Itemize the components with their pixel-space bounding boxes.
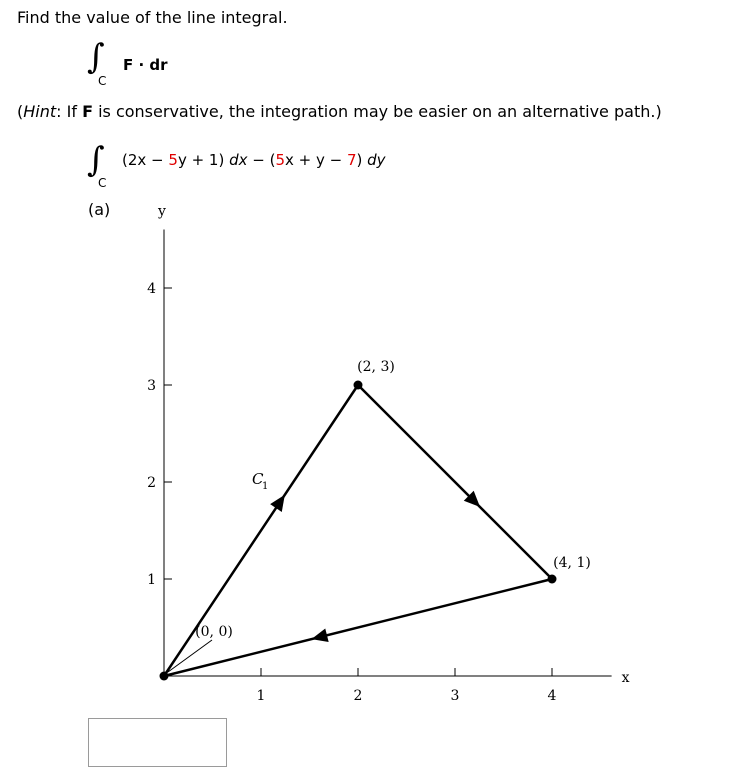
integral-expression: (2x − 5y + 1) dx − (5x + y − 7) dy — [122, 151, 386, 169]
y-tick-label: 1 — [147, 572, 156, 588]
hint-text: (Hint: If F is conservative, the integration may be easier on an alternative path.) — [17, 102, 662, 121]
point-label: (2, 3) — [357, 359, 395, 375]
path-label-subscript: 1 — [262, 481, 269, 492]
x-tick-label: 4 — [547, 688, 557, 704]
problem-prompt: Find the value of the line integral. — [17, 8, 288, 27]
x-tick-label: 1 — [256, 688, 266, 704]
vertex-point — [160, 672, 169, 681]
integral-subscript: C — [98, 74, 107, 88]
y-tick-label: 2 — [147, 475, 156, 491]
point-label: (0, 0) — [195, 624, 233, 640]
path-segment — [358, 385, 552, 579]
y-axis-label: y — [158, 203, 166, 220]
point-leader — [168, 640, 212, 672]
vertex-point — [354, 381, 363, 390]
integral-subscript-2: C — [98, 176, 107, 190]
x-axis-label: x — [621, 670, 630, 686]
integral-sign-2: ∫ — [87, 140, 105, 180]
y-tick-label: 4 — [147, 281, 156, 297]
point-label: (4, 1) — [553, 555, 591, 571]
part-label: (a) — [88, 200, 111, 219]
direction-arrow — [311, 628, 328, 642]
path-segment — [164, 385, 358, 676]
answer-input[interactable] — [88, 718, 227, 767]
integral-integrand: F · dr — [123, 56, 168, 74]
x-tick-label: 3 — [450, 688, 460, 704]
vertex-point — [548, 575, 557, 584]
direction-arrow — [270, 495, 285, 512]
path-label: C — [252, 470, 264, 488]
y-tick-label: 3 — [147, 378, 156, 394]
integral-sign: ∫ — [87, 37, 105, 77]
x-tick-label: 2 — [353, 688, 363, 704]
